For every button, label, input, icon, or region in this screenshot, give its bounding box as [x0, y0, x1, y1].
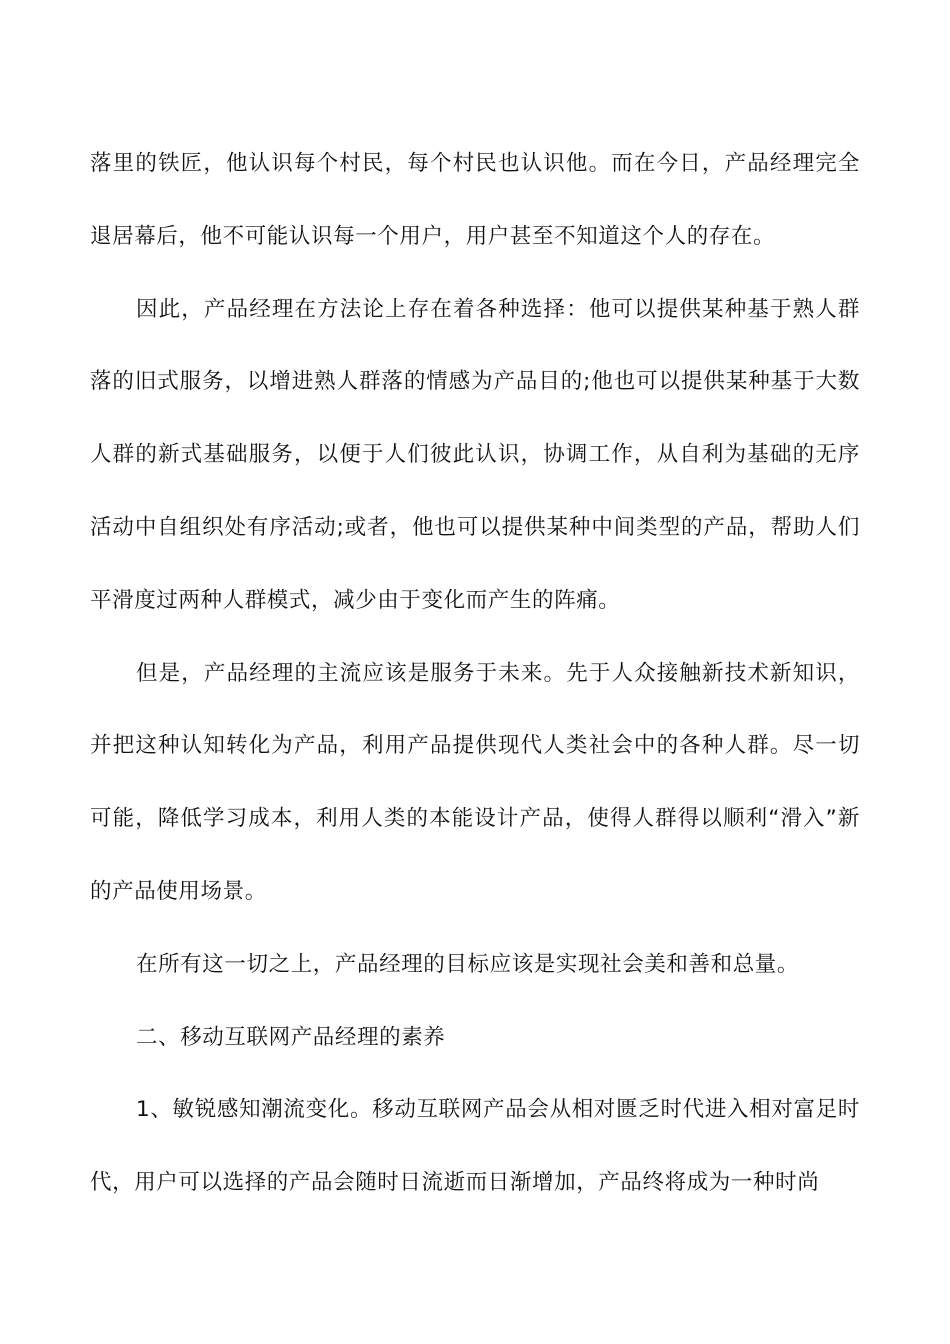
paragraph-sense-trends: 1、敏锐感知潮流变化。移动互联网产品会从相对匮乏时代进入相对富足时代，用户可以选择的产品会随时日流逝而日渐增加，产品终将成为一种时尚	[90, 1097, 860, 1196]
document-body	[90, 128, 860, 1220]
paragraph-blacksmith: 落里的铁匠，他认识每个村民，每个村民也认识他。而在今日，产品经理完全退居幕后，他不可能认识每一个用户，用户甚至不知道这个人的存在。	[90, 151, 860, 249]
section-heading-qualities: 二、移动互联网产品经理的素养	[136, 1024, 446, 1050]
paragraph-serve-future: 但是，产品经理的主流应该是服务于未来。先于人众接触新技术新知识，并把这种认知转化为产品，利用产品提供现代人类社会中的各种人群。尽一切可能，降低学习成本，利用人类的本能设计产品，使得人群得以顺利“滑入”新的产品使用场景。	[90, 660, 860, 904]
paragraph-methodology-choices: 因此，产品经理在方法论上存在着各种选择：他可以提供某种基于熟人群落的旧式服务，以增进熟人群落的情感为产品目的;他也可以提供某种基于大数人群的新式基础服务，以便于人们彼此认识，协调工作，从自利为基础的无序活动中自组织处有序活动;或者，他也可以提供某种中间类型的产品，帮助人们平滑度过两种人群模式，减少由于变化而产生的阵痛。	[90, 296, 860, 613]
paragraph-goal: 在所有这一切之上，产品经理的目标应该是实现社会美和善和总量。	[136, 951, 800, 977]
